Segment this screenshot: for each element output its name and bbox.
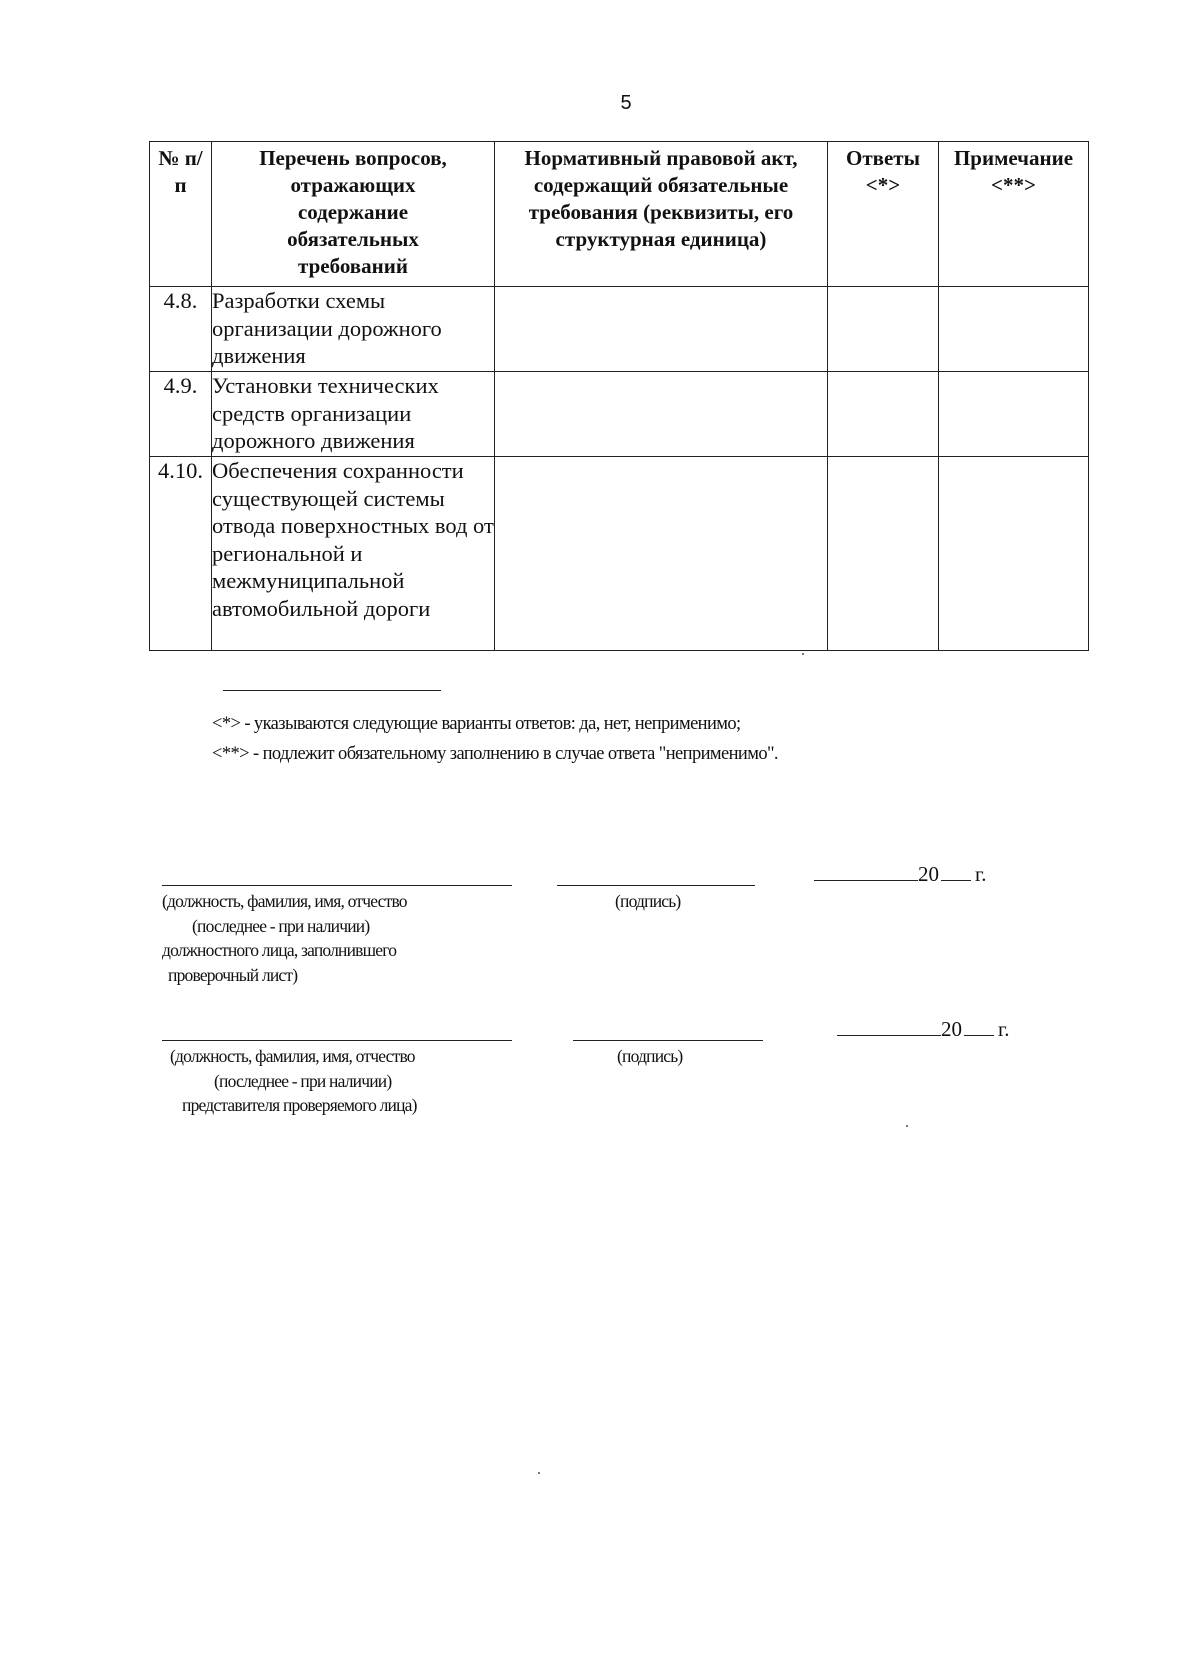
row-legal-act-cell[interactable] — [495, 372, 828, 457]
header-legal-act: Нормативный правовой акт, содержащий обязательные требования (реквизиты, его структурная единица) — [495, 142, 828, 287]
table-row — [150, 457, 1089, 651]
footnote-divider — [223, 690, 441, 691]
inspector-caption — [162, 889, 462, 987]
row-legal-act-cell[interactable] — [495, 457, 828, 651]
inspector-name-line[interactable] — [162, 885, 512, 886]
header-number: № п/п — [150, 142, 212, 287]
row-number: 4.8. — [150, 287, 212, 372]
representative-date-day-month-line[interactable] — [837, 1035, 941, 1036]
inspector-year-suffix: г. — [975, 862, 987, 886]
row-answer-cell[interactable] — [828, 287, 939, 372]
inspector-year-line[interactable] — [941, 880, 971, 881]
footnote-note: <**> - подлежит обязательному заполнению в случае ответа "неприменимо". — [212, 744, 778, 764]
inspector-caption-line: проверочный лист) — [168, 964, 298, 985]
row-legal-act-cell[interactable] — [495, 287, 828, 372]
header-answers: Ответы <*> — [828, 142, 939, 287]
scan-speck — [906, 1125, 908, 1127]
page-number: 5 — [620, 92, 632, 114]
representative-caption-line: (должность, фамилия, имя, отчество — [170, 1046, 415, 1066]
representative-year-suffix: г. — [998, 1017, 1010, 1041]
inspector-year-prefix: 20 — [918, 862, 939, 886]
row-note-cell[interactable] — [939, 457, 1089, 651]
representative-signature-caption: (подпись) — [617, 1046, 683, 1066]
row-number: 4.10. — [150, 457, 212, 651]
inspector-signature-caption: (подпись) — [615, 891, 681, 911]
row-note-cell[interactable] — [939, 287, 1089, 372]
table-row — [150, 372, 1089, 457]
representative-caption — [170, 1044, 470, 1118]
representative-year-prefix: 20 — [941, 1017, 962, 1041]
representative-caption-line: (последнее - при наличии) — [214, 1070, 392, 1091]
row-answer-cell[interactable] — [828, 372, 939, 457]
representative-date — [837, 1017, 1010, 1042]
footnote-answers: <*> - указываются следующие варианты ответов: да, нет, неприменимо; — [212, 714, 741, 734]
checklist-table — [149, 141, 1089, 651]
table-row — [150, 287, 1089, 372]
inspector-caption-line: (последнее - при наличии) — [192, 915, 370, 936]
scan-speck — [802, 653, 804, 655]
representative-signature-line[interactable] — [573, 1040, 763, 1041]
inspector-signature-line[interactable] — [557, 885, 755, 886]
row-note-cell[interactable] — [939, 372, 1089, 457]
inspector-caption-line: должностного лица, заполнившего — [162, 940, 397, 960]
table-header-row — [150, 142, 1089, 287]
row-question: Разработки схемы организации дорожного движения — [212, 287, 495, 372]
row-answer-cell[interactable] — [828, 457, 939, 651]
header-questions: Перечень вопросов, отражающих содержание обязательных требований — [212, 142, 495, 287]
row-question: Обеспечения сохранности существующей системы отвода поверхностных вод от региональной и межмуниципальной автомобильной дороги — [212, 457, 495, 651]
inspector-date-day-month-line[interactable] — [814, 880, 918, 881]
representative-caption-line: представителя проверяемого лица) — [182, 1095, 417, 1115]
row-number: 4.9. — [150, 372, 212, 457]
representative-year-line[interactable] — [964, 1035, 994, 1036]
scan-speck — [538, 1472, 540, 1474]
header-note: Примечание <**> — [939, 142, 1089, 287]
representative-name-line[interactable] — [162, 1040, 512, 1041]
inspector-caption-line: (должность, фамилия, имя, отчество — [162, 891, 407, 911]
row-question: Установки технических средств организации дорожного движения — [212, 372, 495, 457]
inspector-date — [814, 862, 987, 887]
